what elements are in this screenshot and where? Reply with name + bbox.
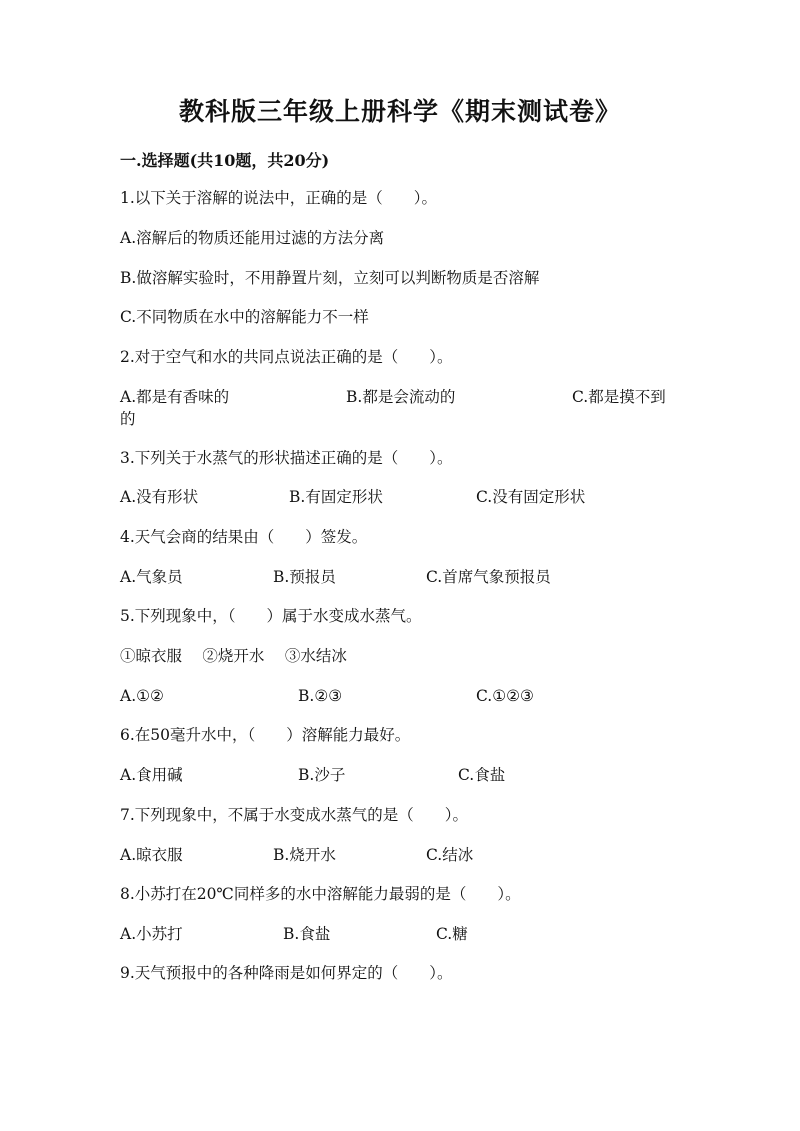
question-8-stem: 8.小苏打在20℃同样多的水中溶解能力最弱的是（ ）。 [120,885,521,903]
question-5-stem: 5.下列现象中，（ ）属于水变成水蒸气。 [120,607,422,625]
exam-title: 教科版三年级上册科学《期末测试卷》 [178,97,621,126]
question-4-option-b: B.预报员 [273,568,336,586]
question-2-option-b: B.都是会流动的 [346,388,456,406]
question-4-option-a: A.气象员 [120,568,183,586]
question-4-option-c: C.首席气象预报员 [426,568,551,586]
question-6-option-c: C.食盐 [458,766,506,784]
question-5-option-a: A.①② [120,687,164,705]
question-3-stem: 3.下列关于水蒸气的形状描述正确的是（ ）。 [120,449,453,467]
question-1-stem: 1.以下关于溶解的说法中，正确的是（ ）。 [120,189,438,207]
question-6-stem: 6.在50毫升水中，（ ）溶解能力最好。 [120,726,411,744]
question-7-option-a: A.晾衣服 [120,846,183,864]
question-5-option-c: C.①②③ [476,687,534,705]
question-8-option-a: A.小苏打 [120,925,183,943]
question-1-option-c: C.不同物质在水中的溶解能力不一样 [120,308,369,326]
question-7-option-b: B.烧开水 [273,846,336,864]
question-3-option-a: A.没有形状 [120,488,199,506]
question-3-option-c: C.没有固定形状 [476,488,586,506]
question-6-option-b: B.沙子 [298,766,346,784]
question-7-stem: 7.下列现象中，不属于水变成水蒸气的是（ ）。 [120,806,469,824]
question-5-items: ①晾衣服 ②烧开水 ③水结冰 [120,647,347,665]
question-6-option-a: A.食用碱 [120,766,183,784]
question-8-option-c: C.糖 [436,925,468,943]
question-1-option-b: B.做溶解实验时，不用静置片刻，立刻可以判断物质是否溶解 [120,269,540,287]
section-heading: 一.选择题(共10题，共20分) [120,151,330,170]
question-4-stem: 4.天气会商的结果由（ ）签发。 [120,528,368,546]
question-2-option-a: A.都是有香味的 [120,388,230,406]
question-3-option-b: B.有固定形状 [289,488,383,506]
question-2-option-c: C.都是摸不到 [572,388,666,406]
question-7-option-c: C.结冰 [426,846,474,864]
question-1-option-a: A.溶解后的物质还能用过滤的方法分离 [120,229,385,247]
question-8-option-b: B.食盐 [283,925,331,943]
question-5-option-b: B.②③ [298,687,343,705]
question-2-option-c-wrap: 的 [120,410,136,428]
question-2-stem: 2.对于空气和水的共同点说法正确的是（ ）。 [120,348,453,366]
question-9-stem: 9.天气预报中的各种降雨是如何界定的（ ）。 [120,964,453,982]
